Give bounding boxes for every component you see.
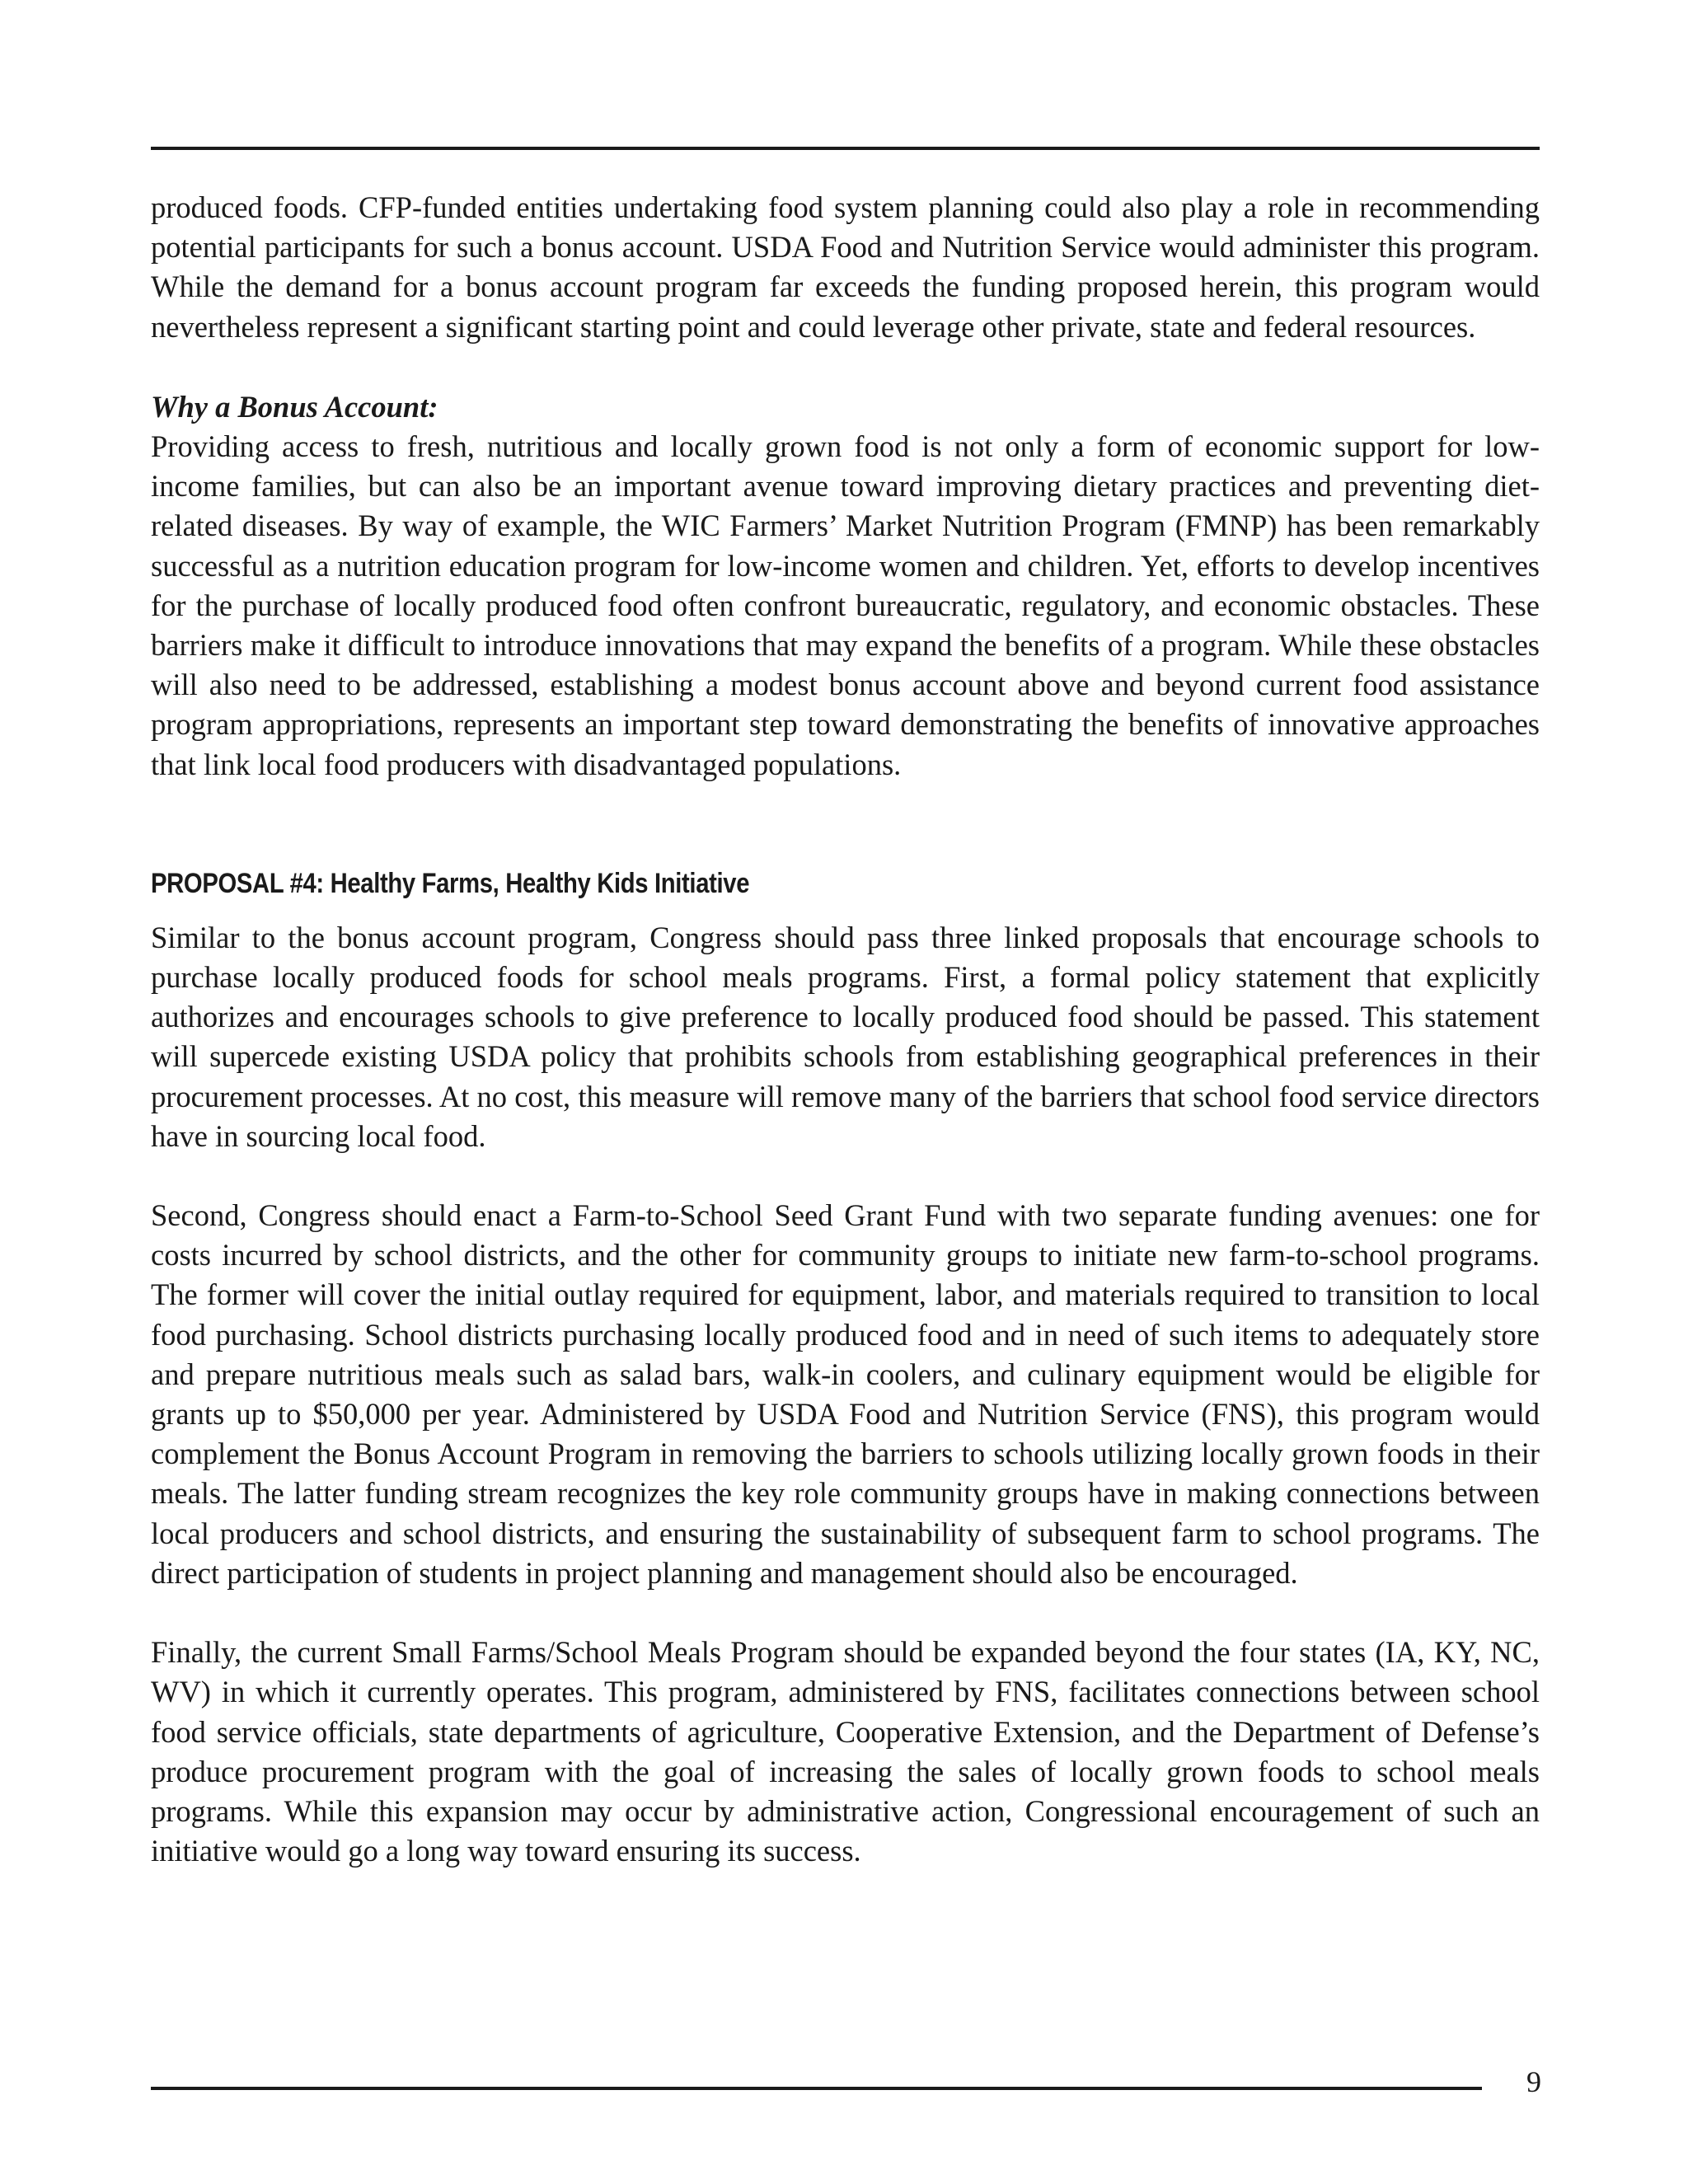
top-rule [151,147,1540,150]
subheading-why-bonus-account: Why a Bonus Account: [151,389,438,424]
intro-paragraph: produced foods. CFP-funded entities undertaking food system planning could also play a role in recommending potential participants for such a bonus account. USDA Food and Nutrition Service would administer this program. While the demand for a bonus account program far exceeds the funding proposed herein, this program would nevertheless represent a significant starting point and could leverage other private, state and federal resources. [151,190,1540,344]
proposal-paragraph-3: Finally, the current Small Farms/School Meals Program should be expanded beyond the four states (IA, KY, NC, WV) in which it currently operates. This program, administered by FNS, facilitates connections between school food service officials, state departments of agriculture, Cooperative Extension, and the Department of Defense’s produce procurement program with the goal of increasing the sales of locally grown foods to school meals programs. While this expansion may occur by administrative action, Congressional encouragement of such an initiative would go a long way toward ensuring its success. [151,1635,1540,1868]
page-number: 9 [1526,2065,1541,2098]
page-body [151,188,1540,1871]
proposal-paragraph-2: Second, Congress should enact a Farm-to-School Seed Grant Fund with two separate funding avenues: one for costs incurred by school districts, and the other for community groups to initiate new farm-to-school programs. The former will cover the initial outlay required for equipment, labor, and materials required to transition to local food purchasing. School districts purchasing locally produced food and in need of such items to adequately store and prepare nutritious meals such as salad bars, walk-in coolers, and culinary equipment would be eligible for grants up to $50,000 per year. Administered by USDA Food and Nutrition Service (FNS), this program would complement the Bonus Account Program in removing the barriers to schools utilizing locally grown foods in their meals. The latter funding stream recognizes the key role community groups have in making connections between local producers and school districts, and ensuring the sustainability of subsequent farm to school programs. The direct participation of students in project planning and management should also be encouraged. [151,1198,1540,1590]
section-title: PROPOSAL #4: Healthy Farms, Healthy Kids Initiative [151,867,750,899]
bottom-rule [151,2087,1482,2090]
proposal-paragraph-1: Similar to the bonus account program, Congress should pass three linked proposals that encourage schools to purchase locally produced foods for school meals programs. First, a formal policy statement that explicitly authorizes and encourages schools to give preference to locally produced food should be passed. This statement will supercede existing USDA policy that prohibits schools from establishing geographical preferences in their procurement processes. At no cost, this measure will remove many of the barriers that school food service directors have in sourcing local food. [151,920,1540,1153]
bonus-account-paragraph: Providing access to fresh, nutritious and locally grown food is not only a form of economic support for low-income families, but can also be an important avenue toward improving dietary practices and preventing diet-related diseases. By way of example, the WIC Farmers’ Market Nutrition Program (FMNP) has been remarkably successful as a nutrition education program for low-income women and children. Yet, efforts to develop incentives for the purchase of locally produced food often confront bureaucratic, regulatory, and economic obstacles. These barriers make it difficult to introduce innovations that may expand the benefits of a program. While these obstacles will also need to be addressed, establishing a modest bonus account above and beyond current food assistance program appropriations, represents an important step toward demonstrating the benefits of innovative approaches that link local food producers with disadvantaged populations. [151,429,1540,781]
